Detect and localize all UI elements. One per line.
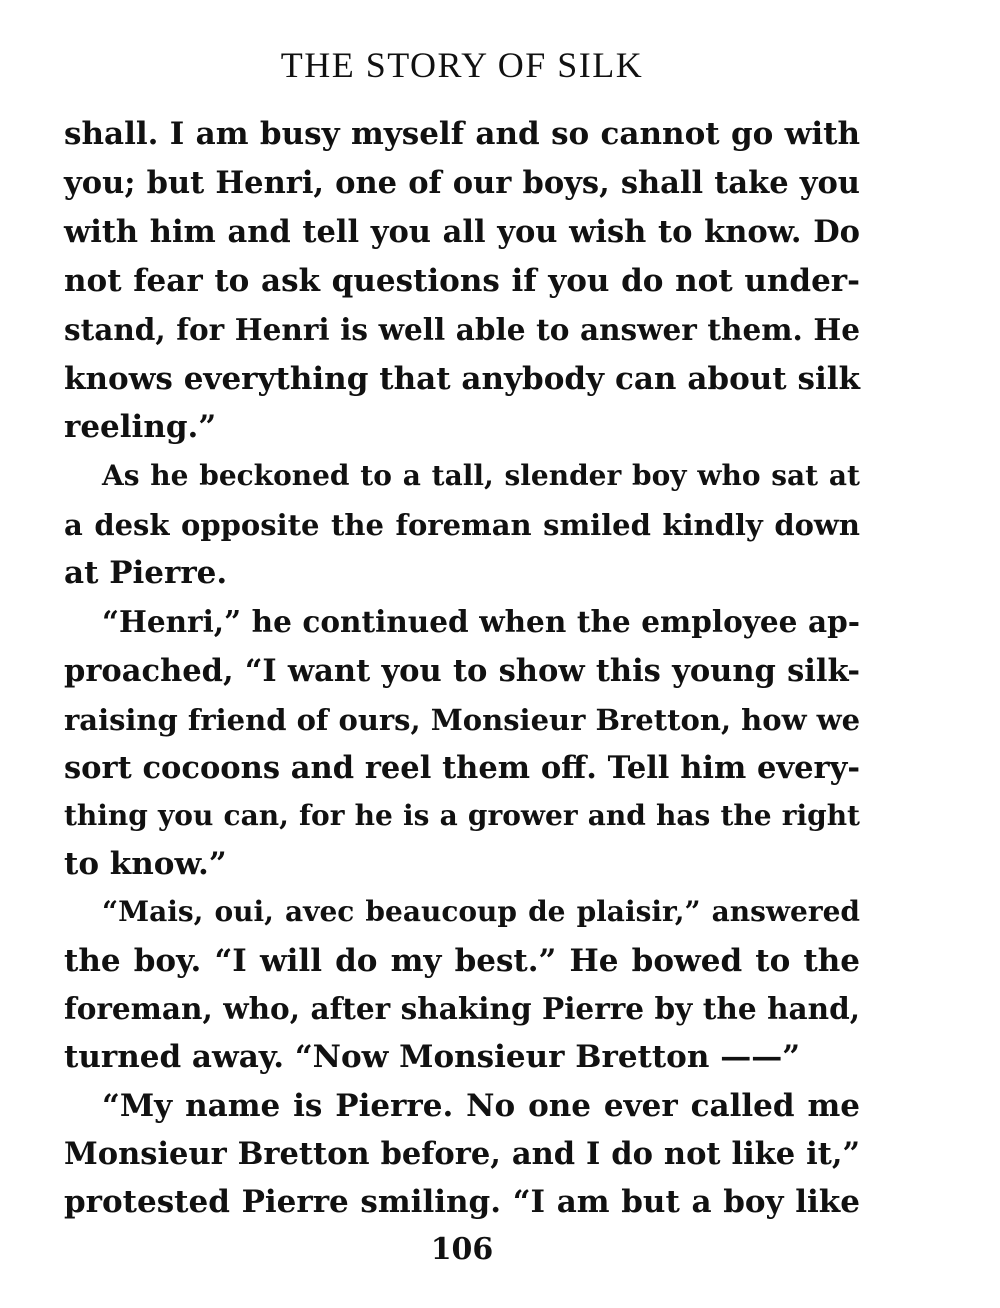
text-line: reeling.” <box>64 409 217 445</box>
text-line: “Henri,” he continued when the employee ap- <box>102 604 860 639</box>
page-number-text: 106 <box>430 1232 494 1267</box>
text-line: As he beckoned to a tall, slender boy who sat at <box>102 459 860 492</box>
text-line: turned away. “Now Monsieur Bretton ——” <box>64 1039 801 1075</box>
running-head-text: THE STORY OF SILK <box>280 45 644 85</box>
text-line: at Pierre. <box>64 555 228 591</box>
text-line: proached, “I want you to show this young silk- <box>64 653 860 689</box>
text-line: stand, for Henri is well able to answer them. He <box>64 312 860 347</box>
text-line: shall. I am busy myself and so cannot go with <box>64 116 860 152</box>
text-line: you; but Henri, one of our boys, shall take you <box>64 165 860 201</box>
text-line: sort cocoons and reel them off. Tell him every- <box>64 750 860 786</box>
text-line: a desk opposite the foreman smiled kindly down <box>64 508 860 542</box>
text-line: protested Pierre smiling. “I am but a boy like <box>64 1184 860 1220</box>
text-line: the boy. “I will do my best.” He bowed to the <box>64 943 860 979</box>
text-line: not fear to ask questions if you do not under- <box>64 263 860 299</box>
text-line: “Mais, oui, avec beaucoup de plaisir,” answered <box>102 895 860 928</box>
text-line: to know.” <box>64 846 227 882</box>
text-line: thing you can, for he is a grower and has the right <box>64 799 860 832</box>
page-number <box>0 1232 1000 1267</box>
text-line: raising friend of ours, Monsieur Bretton, how we <box>64 703 861 737</box>
running-head <box>0 44 1000 86</box>
text-line: Monsieur Bretton before, and I do not like it,” <box>64 1136 860 1172</box>
text-line: with him and tell you all you wish to know. Do <box>64 214 860 250</box>
text-line: foreman, who, after shaking Pierre by the hand, <box>64 991 860 1026</box>
text-line: “My name is Pierre. No one ever called me <box>102 1088 860 1124</box>
text-line: knows everything that anybody can about silk <box>64 361 860 397</box>
